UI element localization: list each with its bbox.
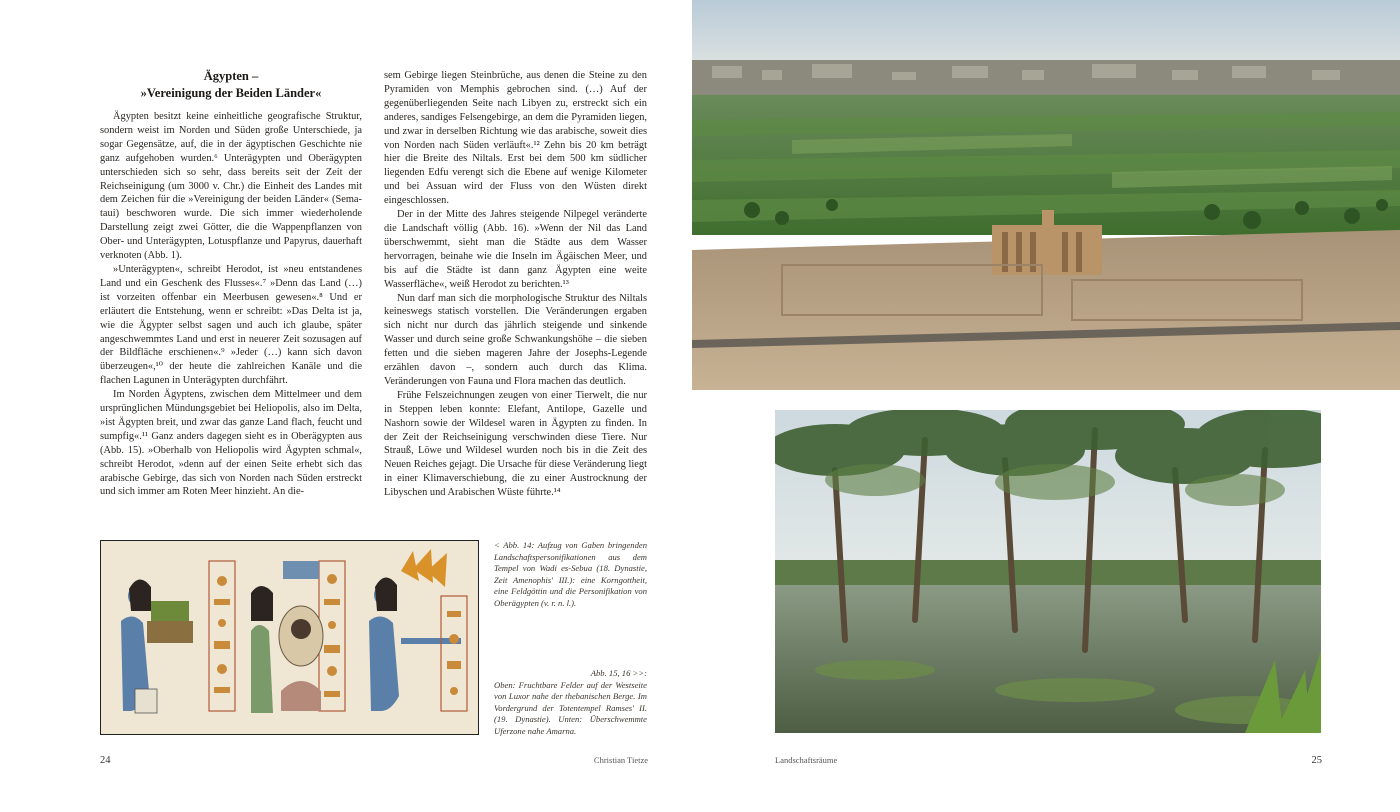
caption-abb15-16 [494, 668, 647, 738]
paragraph: Frühe Felszeichnungen zeugen von einer Tierwelt, die nur in Steppen leben konnte: Elefant, Antilope, Gazelle und Nashorn sowie der Wildesel waren in Ägypten zu finden. In der Zeit der Reichseinigung verschwinden diese Tiere. Nur Strauß, Löwe und Wildesel wurden noch bis in die Zeit des Neuen Reiches gejagt. Die Ursache für diese Veränderung liegt in einer Klimaverschiebung, die zu einer Austrocknung der Libyschen und Arabischen Wüste führte.¹⁴ [384, 389, 647, 499]
paragraph: Ägypten besitzt keine einheitliche geografische Struktur, sondern weist im Norden und Süden große Unterschiede, ja sogar Gegensätze, auf, die in der ägyptischen Geschichte nie ganz aufgehoben wurden.⁶ Unterägypten und Oberägypten unterschieden sich so sehr, dass bereits seit der Zeit der Reichseinigung (um 3000 v. Chr.) die Einheit des Landes mit dem Zeichen für die »Vereinigung der beiden Länder« (Sema-taui) beschworen wurde. Die sich immer wiederholende Darstellung zeigt zwei Götter, die die Wappenpflanzen von Ober- und Unterägypten, Lotuspflanze und Papyrus, dauerhaft verknoten (Abb. 1). [100, 111, 362, 262]
photo-luxor-fields-abb15 [692, 0, 1400, 390]
text-column-2 [384, 69, 647, 500]
running-footer-section: Landschaftsräume [775, 755, 838, 765]
heading-line-1: Ägypten – [203, 69, 259, 83]
right-page [692, 0, 1400, 812]
heading-line-2: »Vereinigung der Beiden Länder« [140, 86, 322, 100]
left-page [0, 0, 692, 812]
caption-abb15-16-text: Oben: Fruchtbare Felder auf der Westseite von Luxor nahe der thebanischen Berge. Im Vordergrund der Totentempel Ramses' II. (19. Dynastie). Unten: Überschwemmte Uferzone nahe Amarna. [494, 679, 647, 736]
text-column-1 [100, 110, 362, 499]
paragraph: »Unterägypten«, schreibt Herodot, ist »neu entstandenes Land und ein Geschenk des Flusses«.⁷ »Denn das Land (…) ist vorzeiten offenbar ein Meerbusen gewesen«.⁸ Und er erläutert die Entstehung, wenn er schreibt: »Das Delta ist ja, wie die Ägypter selbst sagen und auch ich glaube, später angeschwemmtes Land und erst in neuerer Zeit sozusagen auf der Bildfläche erschienen«.⁹ »Jeder (…) kann sich davon überzeugen«,¹⁰ der heute die zahlreichen Kanäle und die flachen Lagunen in Unterägypten durchfährt. [100, 263, 362, 387]
paragraph: Nun darf man sich die morphologische Struktur des Niltals keineswegs statisch vorstellen. Die Veränderungen ergaben sich nicht nur durch das jährlich steigende und sinkende Wasser und durch seine große Schwankungshöhe – die sieben fetten und die sieben mageren Jahre der Josephs-Legende erzählen davon –, sondern auch durch das Klima. Veränderungen von Fauna und Flora machen das deutlich. [384, 292, 647, 387]
paragraph: Im Norden Ägyptens, zwischen dem Mittelmeer und dem ursprünglichen Mündungsgebiet bei Heliopolis, also im Delta, »ist Ägypten breit, und zwar das ganze Land flach, feucht und sumpfig«.¹¹ Ganz anders dagegen sieht es in Oberägypten aus (Abb. 15). »Oberhalb von Heliopolis wird Ägypten schmal«, schreibt Herodot, »denn auf der einen Seite erhebt sich das arabische Gebirge, das sich von Norden nach Süden erstreckt und sich immer am Roten Meer hinzieht. An die- [100, 389, 362, 498]
page-number-right: 25 [1311, 755, 1322, 766]
relief-image-abb14 [100, 540, 479, 735]
caption-abb14: < Abb. 14: Aufzug von Gaben bringenden Landschaftspersonifikationen aus dem Tempel von Wadi es-Sebua (18. Dynastie, Zeit Amenophis' III.): eine Korngottheit, eine Feldgöttin und die Personifikation von Oberägypten (v. r. n. l.). [494, 540, 647, 608]
paragraph: sem Gebirge liegen Steinbrüche, aus denen die Steine zu den Pyramiden von Memphis gebrochen sind. (…) Auf der gegenüberliegenden Seite nach Libyen zu, erstreckt sich ein anderes, sandiges Felsengebirge, an dem die Pyramiden liegen, und zwar in derselben Richtung wie das arabische, soweit dies von Norden nach Süden verläuft«.¹² Zehn bis 20 km beträgt hier die Breite des Niltals. Erst bei dem 500 km südlicher liegenden Edfu verengt sich die Ebene auf wenige Kilometer und bei Assuan wird der Fluss von den Wüsten direkt eingeschlossen. [384, 70, 647, 207]
running-footer-author: Christian Tietze [593, 755, 648, 765]
caption-abb15-16-title: Abb. 15, 16 >>: [590, 668, 647, 678]
photo-flooded-palms-abb16 [775, 410, 1321, 733]
chapter-heading [100, 68, 362, 102]
page-number-left: 24 [100, 755, 111, 766]
paragraph: Der in der Mitte des Jahres steigende Nilpegel veränderte die Landschaft völlig (Abb. 16). »Wenn der Nil das Land überschwemmt, sieht man die Städte aus dem Wasser hervorragen, beinahe wie die Inseln im Ägäischen Meer, und bis auf die Städte ist dann ganz Ägypten eine weite Wasserfläche«, weiß Herodot zu berichten.¹³ [384, 209, 647, 290]
